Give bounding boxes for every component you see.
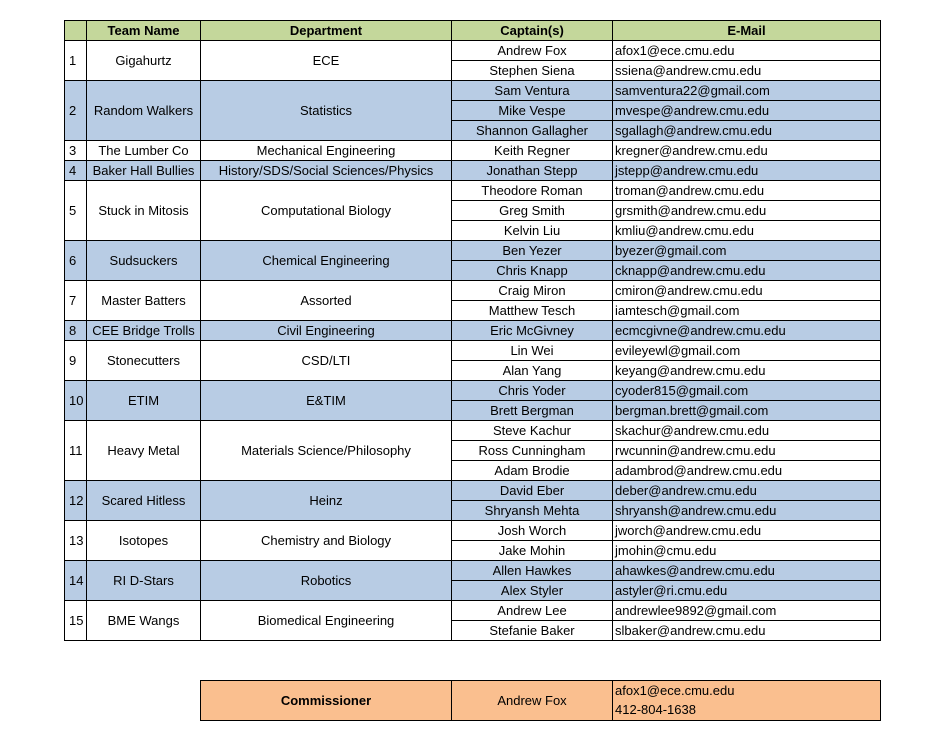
captain-email[interactable]: jstepp@andrew.cmu.edu bbox=[613, 161, 881, 181]
team-department: Robotics bbox=[201, 561, 452, 601]
captain-name: Josh Worch bbox=[452, 521, 613, 541]
team-department: ECE bbox=[201, 41, 452, 81]
team-department: Chemical Engineering bbox=[201, 241, 452, 281]
captain-email[interactable]: andrewlee9892@gmail.com bbox=[613, 601, 881, 621]
captain-name: Greg Smith bbox=[452, 201, 613, 221]
team-name: Stuck in Mitosis bbox=[87, 181, 201, 241]
team-name: Stonecutters bbox=[87, 341, 201, 381]
team-name: Baker Hall Bullies bbox=[87, 161, 201, 181]
captain-name: Ross Cunningham bbox=[452, 441, 613, 461]
table-row bbox=[65, 41, 881, 61]
captain-email[interactable]: cknapp@andrew.cmu.edu bbox=[613, 261, 881, 281]
header-email: E-Mail bbox=[613, 21, 881, 41]
captain-name: Andrew Fox bbox=[452, 41, 613, 61]
team-number: 9 bbox=[65, 341, 87, 381]
team-name: Heavy Metal bbox=[87, 421, 201, 481]
commissioner-row bbox=[201, 681, 881, 721]
team-name: The Lumber Co bbox=[87, 141, 201, 161]
captain-email[interactable]: bergman.brett@gmail.com bbox=[613, 401, 881, 421]
captain-email[interactable]: sgallagh@andrew.cmu.edu bbox=[613, 121, 881, 141]
captain-name: Chris Yoder bbox=[452, 381, 613, 401]
captain-email[interactable]: grsmith@andrew.cmu.edu bbox=[613, 201, 881, 221]
team-number: 1 bbox=[65, 41, 87, 81]
captain-email[interactable]: ahawkes@andrew.cmu.edu bbox=[613, 561, 881, 581]
table-row bbox=[65, 561, 881, 581]
captain-email[interactable]: iamtesch@gmail.com bbox=[613, 301, 881, 321]
team-department: Statistics bbox=[201, 81, 452, 141]
captain-email[interactable]: rwcunnin@andrew.cmu.edu bbox=[613, 441, 881, 461]
table-row bbox=[65, 481, 881, 501]
team-department: History/SDS/Social Sciences/Physics bbox=[201, 161, 452, 181]
captain-email[interactable]: byezer@gmail.com bbox=[613, 241, 881, 261]
team-number: 4 bbox=[65, 161, 87, 181]
captain-name: Steve Kachur bbox=[452, 421, 613, 441]
team-department: Computational Biology bbox=[201, 181, 452, 241]
captain-email[interactable]: astyler@ri.cmu.edu bbox=[613, 581, 881, 601]
team-number: 14 bbox=[65, 561, 87, 601]
team-department: Heinz bbox=[201, 481, 452, 521]
team-name: ETIM bbox=[87, 381, 201, 421]
captain-name: Ben Yezer bbox=[452, 241, 613, 261]
captain-name: Brett Bergman bbox=[452, 401, 613, 421]
captain-name: Jake Mohin bbox=[452, 541, 613, 561]
captain-email[interactable]: mvespe@andrew.cmu.edu bbox=[613, 101, 881, 121]
commissioner-contact bbox=[613, 681, 881, 721]
header-captains: Captain(s) bbox=[452, 21, 613, 41]
table-row bbox=[65, 141, 881, 161]
team-department: Materials Science/Philosophy bbox=[201, 421, 452, 481]
commissioner-label: Commissioner bbox=[201, 681, 452, 721]
commissioner-phone: 412-804-1638 bbox=[615, 702, 696, 717]
header-row bbox=[65, 21, 881, 41]
captain-email[interactable]: skachur@andrew.cmu.edu bbox=[613, 421, 881, 441]
captain-email[interactable]: evileyewl@gmail.com bbox=[613, 341, 881, 361]
table-row bbox=[65, 341, 881, 361]
captain-email[interactable]: slbaker@andrew.cmu.edu bbox=[613, 621, 881, 641]
captain-email[interactable]: jmohin@cmu.edu bbox=[613, 541, 881, 561]
captain-name: Shannon Gallagher bbox=[452, 121, 613, 141]
captain-name: Alex Styler bbox=[452, 581, 613, 601]
team-department: Mechanical Engineering bbox=[201, 141, 452, 161]
team-name: Sudsuckers bbox=[87, 241, 201, 281]
captain-email[interactable]: adambrod@andrew.cmu.edu bbox=[613, 461, 881, 481]
captain-name: Allen Hawkes bbox=[452, 561, 613, 581]
commissioner-name: Andrew Fox bbox=[452, 681, 613, 721]
captain-name: Andrew Lee bbox=[452, 601, 613, 621]
team-number: 13 bbox=[65, 521, 87, 561]
captain-name: Sam Ventura bbox=[452, 81, 613, 101]
captain-name: Lin Wei bbox=[452, 341, 613, 361]
team-number: 8 bbox=[65, 321, 87, 341]
captain-name: Craig Miron bbox=[452, 281, 613, 301]
team-department: Chemistry and Biology bbox=[201, 521, 452, 561]
teams-table bbox=[64, 20, 881, 641]
team-name: Isotopes bbox=[87, 521, 201, 561]
captain-email[interactable]: troman@andrew.cmu.edu bbox=[613, 181, 881, 201]
captain-name: Kelvin Liu bbox=[452, 221, 613, 241]
captain-email[interactable]: ecmcgivne@andrew.cmu.edu bbox=[613, 321, 881, 341]
captain-name: Jonathan Stepp bbox=[452, 161, 613, 181]
captain-name: Eric McGivney bbox=[452, 321, 613, 341]
captain-name: Stefanie Baker bbox=[452, 621, 613, 641]
team-department: Assorted bbox=[201, 281, 452, 321]
team-number: 15 bbox=[65, 601, 87, 641]
team-department: CSD/LTI bbox=[201, 341, 452, 381]
captain-email[interactable]: shryansh@andrew.cmu.edu bbox=[613, 501, 881, 521]
team-department: E&TIM bbox=[201, 381, 452, 421]
teams-body bbox=[65, 41, 881, 641]
team-number: 11 bbox=[65, 421, 87, 481]
captain-name: Chris Knapp bbox=[452, 261, 613, 281]
team-name: RI D-Stars bbox=[87, 561, 201, 601]
captain-email[interactable]: kregner@andrew.cmu.edu bbox=[613, 141, 881, 161]
team-name: BME Wangs bbox=[87, 601, 201, 641]
table-row bbox=[65, 161, 881, 181]
team-number: 10 bbox=[65, 381, 87, 421]
team-name: Gigahurtz bbox=[87, 41, 201, 81]
captain-email[interactable]: keyang@andrew.cmu.edu bbox=[613, 361, 881, 381]
team-number: 12 bbox=[65, 481, 87, 521]
team-number: 7 bbox=[65, 281, 87, 321]
captain-email[interactable]: cmiron@andrew.cmu.edu bbox=[613, 281, 881, 301]
captain-name: Mike Vespe bbox=[452, 101, 613, 121]
captain-email[interactable]: kmliu@andrew.cmu.edu bbox=[613, 221, 881, 241]
captain-name: David Eber bbox=[452, 481, 613, 501]
commissioner-table bbox=[200, 680, 881, 721]
captain-name: Adam Brodie bbox=[452, 461, 613, 481]
team-number: 3 bbox=[65, 141, 87, 161]
captain-name: Matthew Tesch bbox=[452, 301, 613, 321]
captain-name: Theodore Roman bbox=[452, 181, 613, 201]
table-row bbox=[65, 181, 881, 201]
table-row bbox=[65, 421, 881, 441]
captain-name: Stephen Siena bbox=[452, 61, 613, 81]
header-num bbox=[65, 21, 87, 41]
table-row bbox=[65, 521, 881, 541]
commissioner-email[interactable]: afox1@ece.cmu.edu bbox=[615, 683, 735, 698]
captain-email[interactable]: afox1@ece.cmu.edu bbox=[613, 41, 881, 61]
team-name: CEE Bridge Trolls bbox=[87, 321, 201, 341]
team-number: 5 bbox=[65, 181, 87, 241]
team-department: Biomedical Engineering bbox=[201, 601, 452, 641]
captain-email[interactable]: ssiena@andrew.cmu.edu bbox=[613, 61, 881, 81]
captain-name: Keith Regner bbox=[452, 141, 613, 161]
team-department: Civil Engineering bbox=[201, 321, 452, 341]
table-row bbox=[65, 381, 881, 401]
table-row bbox=[65, 81, 881, 101]
captain-email[interactable]: jworch@andrew.cmu.edu bbox=[613, 521, 881, 541]
captain-email[interactable]: cyoder815@gmail.com bbox=[613, 381, 881, 401]
team-name: Scared Hitless bbox=[87, 481, 201, 521]
table-row bbox=[65, 241, 881, 261]
captain-name: Alan Yang bbox=[452, 361, 613, 381]
team-number: 6 bbox=[65, 241, 87, 281]
captain-email[interactable]: deber@andrew.cmu.edu bbox=[613, 481, 881, 501]
captain-name: Shryansh Mehta bbox=[452, 501, 613, 521]
captain-email[interactable]: samventura22@gmail.com bbox=[613, 81, 881, 101]
table-row bbox=[65, 321, 881, 341]
header-department: Department bbox=[201, 21, 452, 41]
team-name: Random Walkers bbox=[87, 81, 201, 141]
table-row bbox=[65, 601, 881, 621]
header-team-name: Team Name bbox=[87, 21, 201, 41]
table-row bbox=[65, 281, 881, 301]
team-number: 2 bbox=[65, 81, 87, 141]
team-name: Master Batters bbox=[87, 281, 201, 321]
